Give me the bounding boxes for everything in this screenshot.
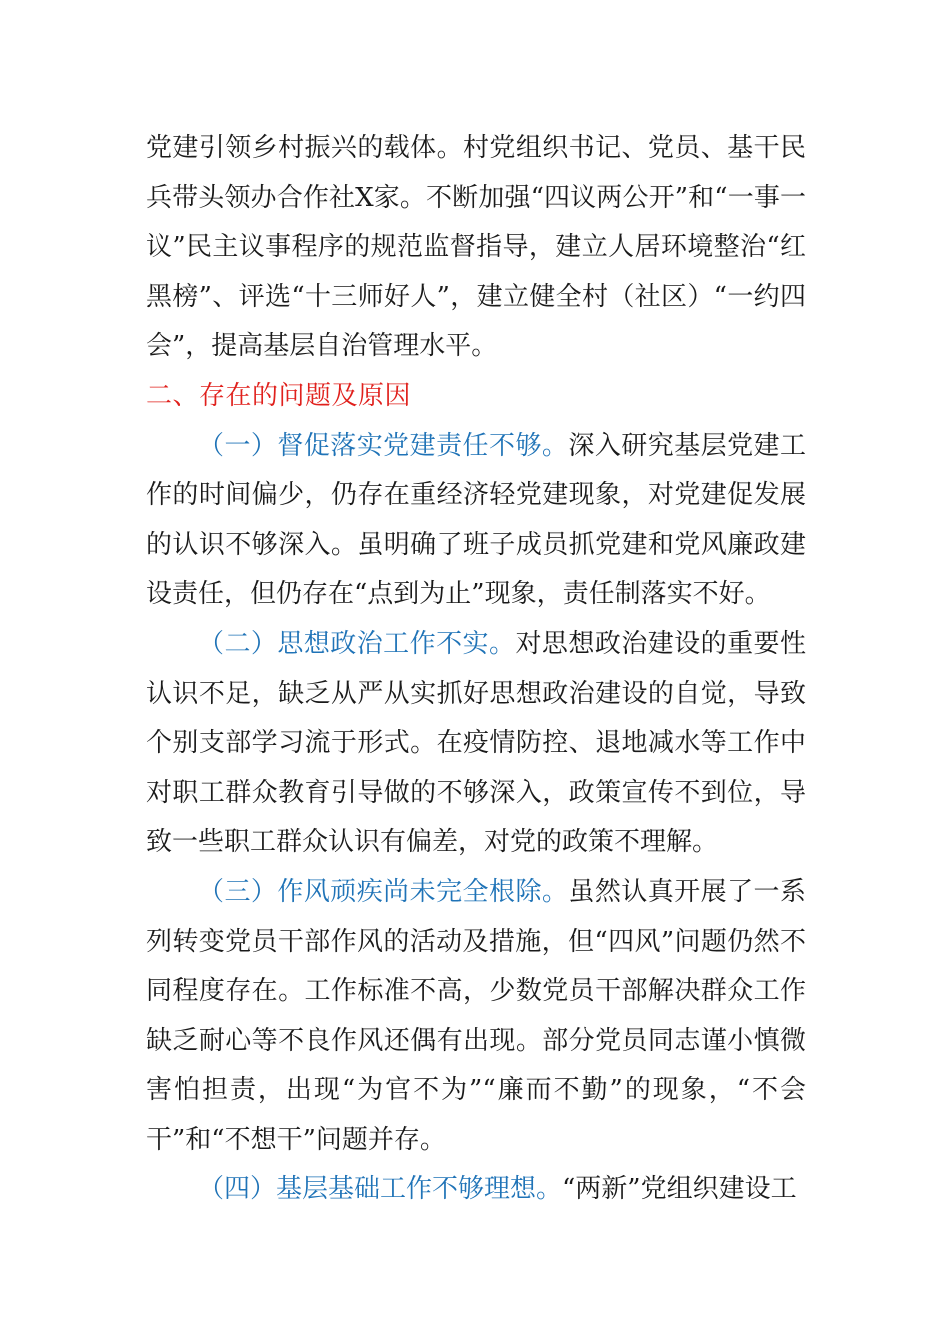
problem-paragraph-4 xyxy=(146,1165,806,1215)
problem-body-4: “两新”党组织建设工 xyxy=(562,1174,797,1205)
problem-paragraph-1 xyxy=(146,422,806,620)
section-heading: 二、存在的问题及原因 xyxy=(146,380,412,411)
problem-body-2: 对思想政治建设的重要性认识不足，缺乏从严从实抓好思想政治建设的自觉，导致个别支部学习流于形式。在疫情防控、退地减水等工作中对职工群众教育引导做的不够深入，政策宣传不到位，导致一些职工群众认识有偏差，对党的政策不理解。 xyxy=(146,628,806,858)
problem-title-2: （二）思想政治工作不实。 xyxy=(198,628,516,659)
problem-title-1: （一）督促落实党建责任不够。 xyxy=(198,430,569,461)
document-body xyxy=(146,124,806,1215)
problem-body-1: 深入研究基层党建工作的时间偏少，仍存在重经济轻党建现象，对党建促发展的认识不够深入。虽明确了班子成员抓党建和党风廉政建设责任，但仍存在“点到为止”现象，责任制落实不好。 xyxy=(146,430,806,610)
problem-title-3: （三）作风顽疾尚未完全根除。 xyxy=(198,876,569,907)
problem-paragraph-2 xyxy=(146,620,806,868)
intro-paragraph: 党建引领乡村振兴的载体。村党组织书记、党员、基干民兵带头领办合作社X家。不断加强“四议两公开”和“一事一议”民主议事程序的规范监督指导，建立人居环境整治“红黑榜”、评选“十三师好人”，建立健全村（社区）“一约四会”，提高基层自治管理水平。 xyxy=(146,133,806,362)
problem-body-3: 虽然认真开展了一系列转变党员干部作风的活动及措施，但“四风”问题仍然不同程度存在。工作标准不高，少数党员干部解决群众工作缺乏耐心等不良作风还偶有出现。部分党员同志谨小慎微害怕担责，出现“为官不为”“廉而不勤”的现象，“不会干”和“不想干”问题并存。 xyxy=(146,876,806,1155)
problem-paragraph-3 xyxy=(146,868,806,1166)
problem-title-4: （四）基层基础工作不够理想。 xyxy=(198,1174,563,1205)
